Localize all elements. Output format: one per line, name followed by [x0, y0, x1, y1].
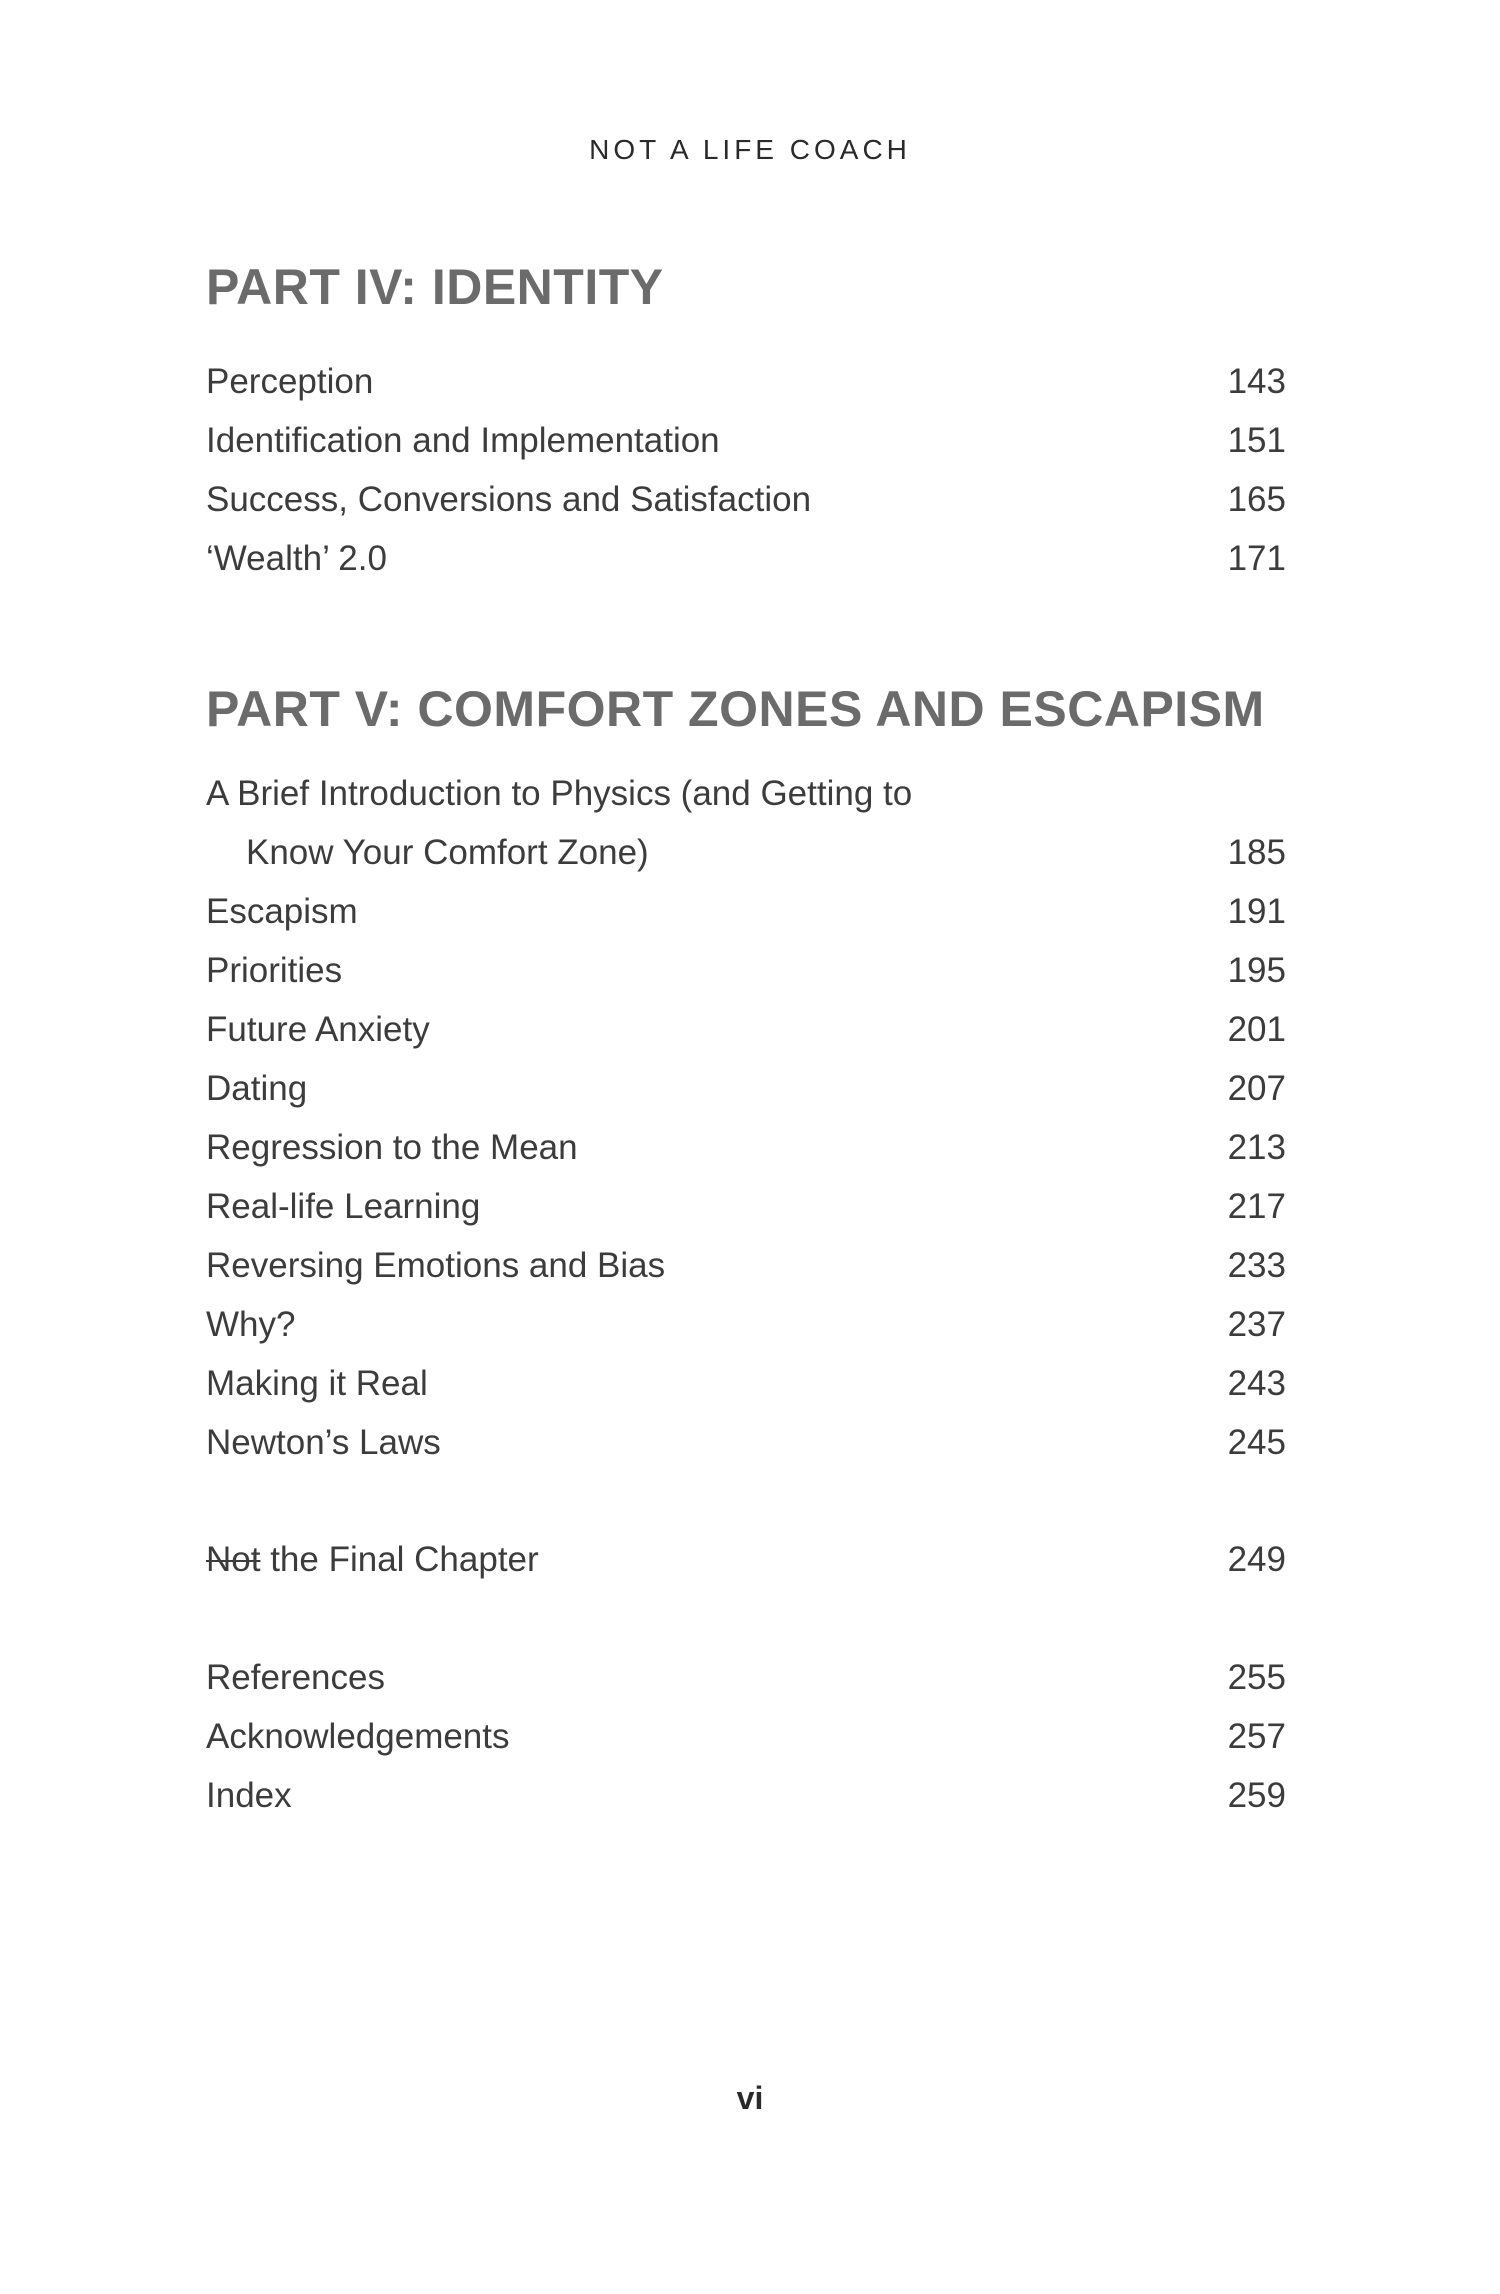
toc-entry-title: Regression to the Mean	[206, 1128, 578, 1167]
toc-entry-title: Why?	[206, 1305, 296, 1344]
toc-entry-page: 207	[1227, 1069, 1286, 1108]
toc-entry[interactable]	[206, 1187, 1286, 1246]
running-head: NOT A LIFE COACH	[589, 134, 911, 165]
toc-entry-page: 233	[1227, 1246, 1286, 1285]
toc-entry[interactable]	[206, 1069, 1286, 1128]
toc-entry[interactable]	[206, 480, 1286, 539]
toc-entry-title: Escapism	[206, 892, 358, 931]
toc-entry-page: 151	[1227, 421, 1286, 460]
toc-entry-title: Dating	[206, 1069, 308, 1108]
toc-entry-title: Newton’s Laws	[206, 1423, 441, 1462]
back-matter-toc	[206, 1658, 1286, 1835]
toc-entry-page: 185	[1227, 833, 1286, 872]
toc-entry-title: Identification and Implementation	[206, 421, 720, 460]
part-iv-toc	[206, 362, 1286, 598]
toc-entry-title	[206, 1540, 539, 1580]
toc-entry-final-chapter[interactable]	[206, 1540, 1286, 1599]
toc-entry-page: 201	[1227, 1010, 1286, 1049]
toc-entry-page: 255	[1227, 1658, 1286, 1697]
toc-entry-title: Priorities	[206, 951, 343, 990]
toc-entry-page: 237	[1227, 1305, 1286, 1344]
toc-entry-page: 243	[1227, 1364, 1286, 1403]
toc-entry[interactable]	[206, 833, 1286, 892]
toc-entry-page: 191	[1227, 892, 1286, 931]
toc-entry-page: 245	[1227, 1423, 1286, 1462]
toc-entry[interactable]	[206, 1658, 1286, 1717]
toc-entry[interactable]	[206, 892, 1286, 951]
toc-entry-title: Index	[206, 1776, 292, 1815]
part-v-title: PART V: COMFORT ZONES AND ESCAPISM	[206, 681, 1265, 737]
toc-entry-page: 171	[1227, 539, 1286, 578]
struck-word: Not	[206, 1540, 261, 1579]
toc-entry[interactable]	[206, 1010, 1286, 1069]
toc-entry[interactable]	[206, 1305, 1286, 1364]
part-iv-title: PART IV: IDENTITY	[206, 259, 664, 315]
toc-entry-title: Acknowledgements	[206, 1717, 510, 1756]
toc-entry[interactable]	[206, 1128, 1286, 1187]
toc-entry-page: 165	[1227, 480, 1286, 519]
toc-entry[interactable]	[206, 1423, 1286, 1482]
final-chapter-rest: the Final Chapter	[260, 1540, 539, 1579]
toc-entry-title: A Brief Introduction to Physics (and Getting to	[206, 774, 913, 813]
toc-entry-title: Know Your Comfort Zone)	[246, 833, 649, 872]
part-v-toc	[206, 774, 1286, 1482]
toc-entry-title: Real-life Learning	[206, 1187, 481, 1226]
toc-entry-title: Making it Real	[206, 1364, 428, 1403]
toc-entry[interactable]	[206, 1776, 1286, 1835]
toc-entry[interactable]	[206, 1246, 1286, 1305]
toc-entry-title: ‘Wealth’ 2.0	[206, 539, 387, 578]
toc-entry-title: Future Anxiety	[206, 1010, 430, 1049]
toc-entry-page: 213	[1227, 1128, 1286, 1167]
toc-entry[interactable]	[206, 362, 1286, 421]
toc-entry-page: 217	[1227, 1187, 1286, 1226]
final-chapter-toc	[206, 1540, 1286, 1599]
page-number: vi	[736, 2080, 764, 2116]
toc-entry-title: Perception	[206, 362, 374, 401]
toc-entry-title: Reversing Emotions and Bias	[206, 1246, 666, 1285]
toc-entry[interactable]	[206, 421, 1286, 480]
toc-entry-title: References	[206, 1658, 385, 1697]
toc-entry[interactable]	[206, 1717, 1286, 1776]
toc-entry[interactable]	[206, 539, 1286, 598]
toc-entry-page: 249	[1227, 1540, 1286, 1579]
toc-entry-page: 257	[1227, 1717, 1286, 1756]
toc-entry-page: 195	[1227, 951, 1286, 990]
toc-entry-title: Success, Conversions and Satisfaction	[206, 480, 812, 519]
toc-entry[interactable]	[206, 1364, 1286, 1423]
toc-entry[interactable]	[206, 951, 1286, 1010]
toc-entry-page: 143	[1227, 362, 1286, 401]
toc-entry-page: 259	[1227, 1776, 1286, 1815]
toc-entry[interactable]	[206, 774, 1286, 833]
